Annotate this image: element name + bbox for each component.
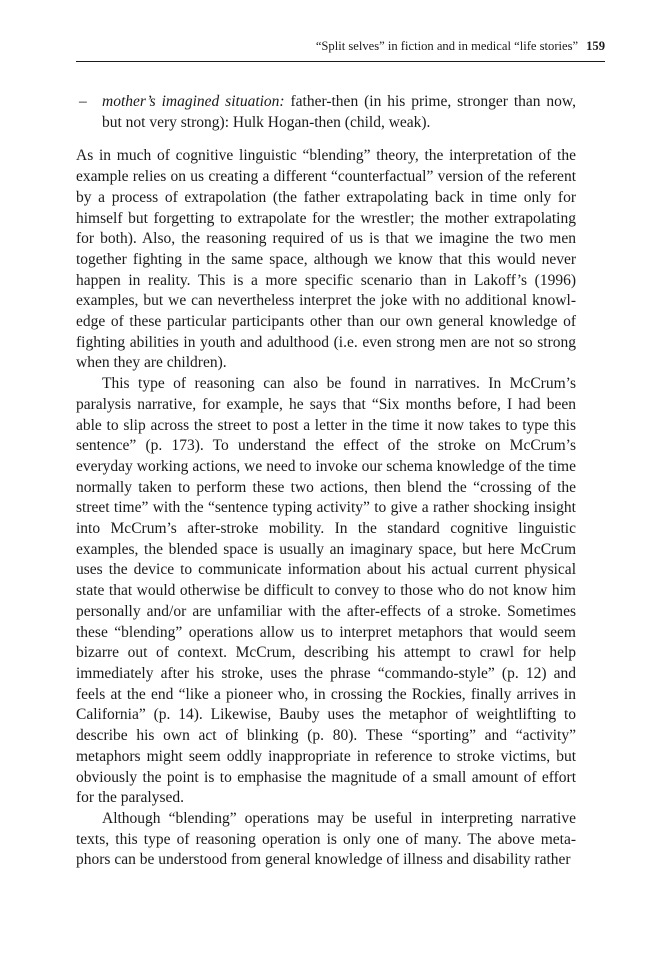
bullet-item [76,92,576,133]
paragraph-3: Although “blending” operations may be useful in interpreting narrative texts, this type of reasoning operation is only one of many. The above metaphors can be understood from general knowledge of illness and disability rather [76,809,576,869]
body-text [76,92,576,871]
paragraph-2: This type of reasoning can also be found in narratives. In McCrum’s paralysis narrative, for example, he says that “Six months before, I had been able to slip across the street to post a letter in the time it now takes to type this sentence” (p. 173). To understand the effect of the stroke on McCrum’s everyday working actions, we need to invoke our schema knowledge of the time normally taken to perform these two actions, then blend the “crossing of the street time” with the “sentence typing activity” to give a rather shocking insight into McCrum’s after-stroke mobility. In the standard cognitive linguistic examples, the blended space is usually an imaginary space, but here McCrum uses the device to communicate information about his actual current physical state that would otherwise be difficult to convey to those who do not know him personally and/or are unfamiliar with the after-effects of a stroke. Sometimes these “blending” operations allow us to interpret metaphors that would seem bizarre out of context. McCrum, describing his attempt to crawl for help immediately after his stroke, uses the phrase “commando-style” (p. 12) and feels at the end “like a pioneer who, in crossing the Rockies, finally arrives in California” (p. 14). Likewise, Bauby uses the metaphor of weightlifting to describe his own act of blinking (p. 80). These “sporting” and “activity” metaphors might seem oddly inappropriate in reference to stroke victims, but obviously the point is to emphasise the magnitude of a small amount of effort for the paralysed. [76,375,576,807]
header-rule [76,61,605,62]
bullet-text: father-then (in his prime, stronger than now, but not very strong): Hulk Hogan-then (child, weak). [102,93,576,131]
bullet-dash: – [79,93,87,110]
paragraph-1: As in much of cognitive linguistic “blending” theory, the interpretation of the example relies on us creating a different “counterfactual” version of the referent by a process of extrapolation (the father extrapolating back in time only for himself but forgetting to extrapolate for the wrestler; the mother extrapolating for both). Also, the reasoning required of us is that we imagine the two men together fighting in the same space, although we know that this would never happen in reality. This is a more specific scenario than in Lakoff’s (1996) examples, but we can nevertheless interpret the joke with no additional knowledge of these particular participants other than our own general knowledge of fighting abilities in youth and adulthood (i.e. even strong men are not so strong when they are children). [76,147,576,372]
running-header [76,38,605,54]
page-number: 159 [586,39,605,53]
bullet-label: mother’s imagined situation: [102,93,285,110]
running-title: “Split selves” in fiction and in medical “life stories” [315,39,579,53]
